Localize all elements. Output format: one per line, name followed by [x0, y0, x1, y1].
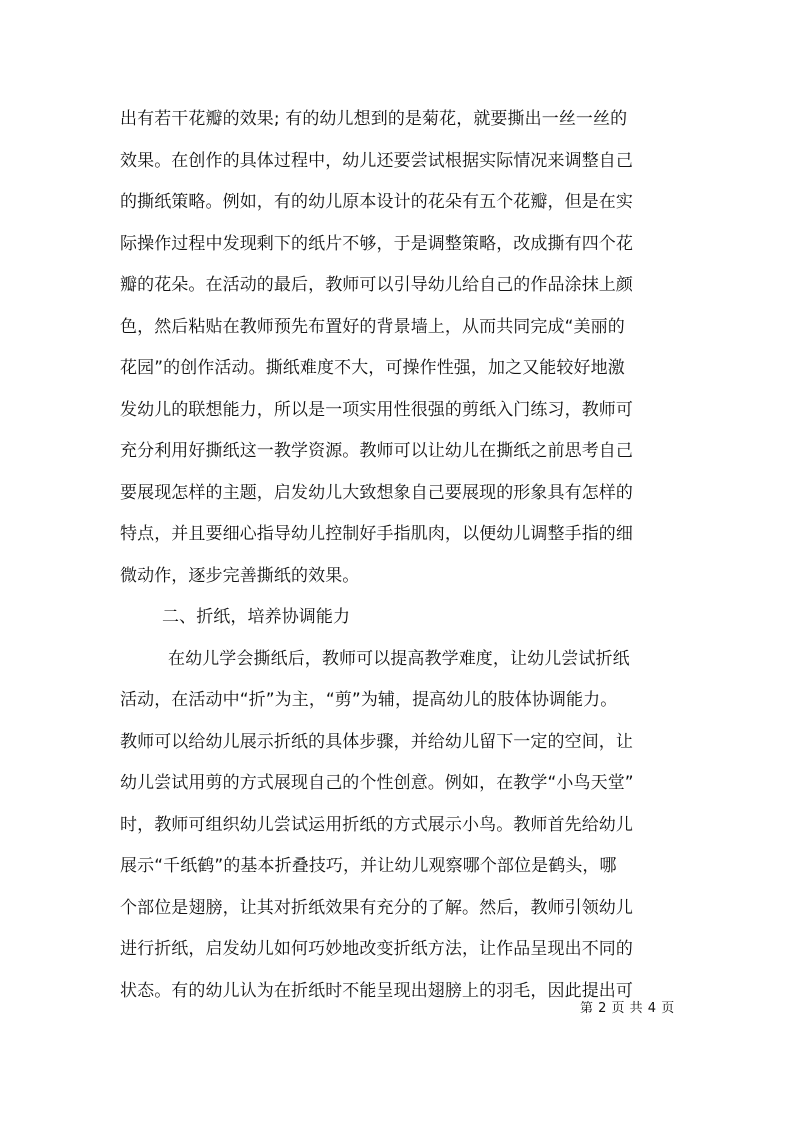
text-line: 效果。在创作的具体过程中，幼儿还要尝试根据实际情况来调整自己 — [120, 151, 633, 171]
text-line: 展示“千纸鹤”的基本折叠技巧，并让幼儿观察哪个部位是鹤头，哪 — [120, 856, 617, 876]
text-line: 微动作，逐步完善撕纸的效果。 — [120, 566, 360, 586]
text-line: 充分利用好撕纸这一教学资源。教师可以让幼儿在撕纸之前思考自己 — [120, 441, 633, 461]
text-line: 的撕纸策略。例如，有的幼儿原本设计的花朵有五个花瓣，但是在实 — [120, 192, 633, 212]
page-number-footer: 第 2 页 共 4 页 — [580, 1001, 675, 1016]
text-line: 进行折纸，启发幼儿如何巧妙地改变折纸方法，让作品呈现出不同的 — [120, 939, 633, 959]
text-line: 色，然后粘贴在教师预先布置好的背景墙上，从而共同完成“美丽的 — [120, 317, 625, 337]
text-line: 花园”的创作活动。撕纸难度不大，可操作性强，加之又能较好地激 — [120, 358, 625, 378]
text-line: 状态。有的幼儿认为在折纸时不能呈现出翅膀上的羽毛，因此提出可 — [120, 981, 633, 1001]
text-line: 瓣的花朵。在活动的最后，教师可以引导幼儿给自己的作品涂抹上颜 — [120, 275, 633, 295]
section-heading: 二、折纸，培养协调能力 — [162, 607, 351, 627]
text-line: 要展现怎样的主题，启发幼儿大致想象自己要展现的形象具有怎样的 — [120, 483, 633, 503]
text-line: 幼儿尝试用剪的方式展现自己的个性创意。例如，在教学“小鸟天堂” — [120, 773, 634, 793]
text-line: 教师可以给幼儿展示折纸的具体步骤，并给幼儿留下一定的空间，让 — [120, 732, 633, 752]
text-line: 特点，并且要细心指导幼儿控制好手指肌肉，以便幼儿调整手指的细 — [120, 524, 633, 544]
text-line: 活动，在活动中“折”为主，“剪”为辅，提高幼儿的肢体协调能力。 — [120, 690, 618, 710]
text-line: 在幼儿学会撕纸后，教师可以提高教学难度，让幼儿尝试折纸 — [168, 649, 630, 669]
text-line: 个部位是翅膀，让其对折纸效果有充分的了解。然后，教师引领幼儿 — [120, 898, 633, 918]
text-line: 出有若干花瓣的效果; 有的幼儿想到的是菊花，就要撕出一丝一丝的 — [120, 109, 628, 129]
text-line: 发幼儿的联想能力，所以是一项实用性很强的剪纸入门练习，教师可 — [120, 400, 633, 420]
text-line: 时，教师可组织幼儿尝试运用折纸的方式展示小鸟。教师首先给幼儿 — [120, 815, 633, 835]
text-line: 际操作过程中发现剩下的纸片不够，于是调整策略，改成撕有四个花 — [120, 234, 633, 254]
